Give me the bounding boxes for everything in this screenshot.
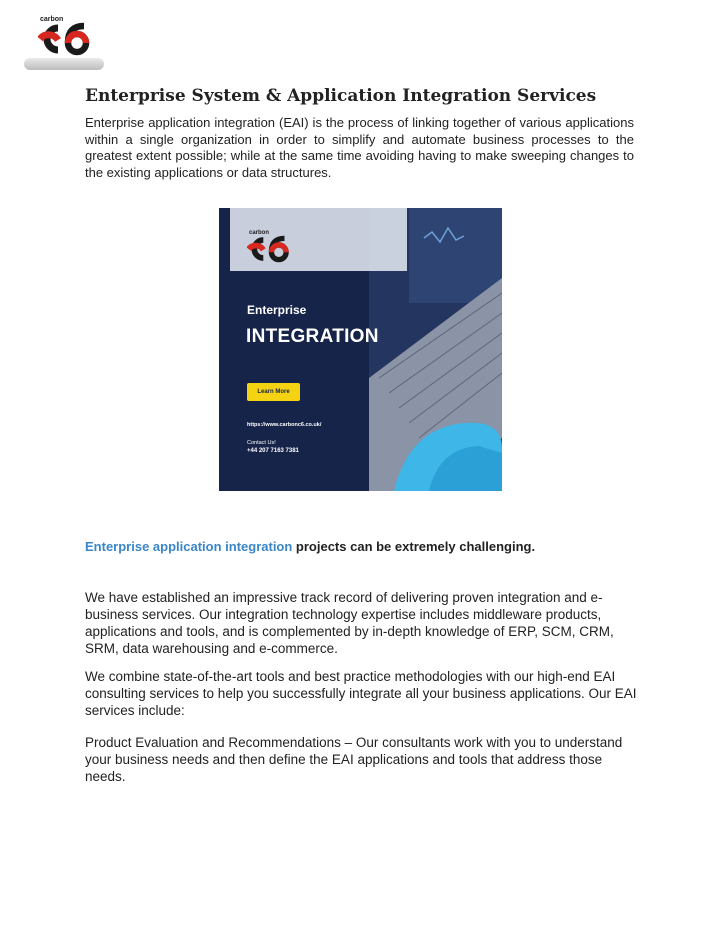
section-subheading <box>85 539 535 554</box>
body-paragraph: We combine state-of-the-art tools and best practice methodologies with our high-end EAI consulting services to help you successfully integrate all your business applications. Our EAI services include: <box>85 669 637 718</box>
banner-logo-wordmark: carbon <box>249 230 270 236</box>
subheading-rest-text: projects can be extremely challenging. <box>292 539 536 554</box>
logo-base-bar <box>24 58 104 70</box>
banner-c6-logo-icon <box>247 235 291 263</box>
enterprise-integration-banner <box>219 208 502 491</box>
body-paragraph: Product Evaluation and Recommendations – Our consultants work with you to understand your business needs and then define the EAI applications and tools that address those needs. <box>85 735 623 784</box>
logo-wordmark: carbon <box>40 16 64 23</box>
subheading-accent-text: Enterprise application integration <box>85 539 293 554</box>
banner-url-link[interactable]: https://www.carbonc6.co.uk/ <box>247 422 322 428</box>
learn-more-button[interactable]: Learn More <box>247 383 300 401</box>
banner-heading-small: Enterprise <box>247 303 307 317</box>
c6-logo-mark-icon <box>38 22 92 56</box>
banner-heading-large: INTEGRATION <box>246 326 379 347</box>
intro-paragraph: Enterprise application integration (EAI) is the process of linking together of various applications within a single organization in order to simplify and automate business processes to the greatest extent possible; while at the same time avoiding having to make sweeping changes to the existing applications or data structures. <box>85 115 634 180</box>
carbon-c6-logo <box>24 12 104 72</box>
page-title: Enterprise System & Application Integration Services <box>85 86 597 106</box>
body-paragraph: We have established an impressive track record of delivering proven integration and e-business services. Our integration technology expertise includes middleware products, applications and tools, and is complemented by in-depth knowledge of ERP, SCM, CRM, SRM, data warehousing and e-commerce. <box>85 590 614 656</box>
banner-phone-number: +44 207 7163 7381 <box>247 448 299 454</box>
banner-contact-label: Contact Us! <box>247 440 276 446</box>
